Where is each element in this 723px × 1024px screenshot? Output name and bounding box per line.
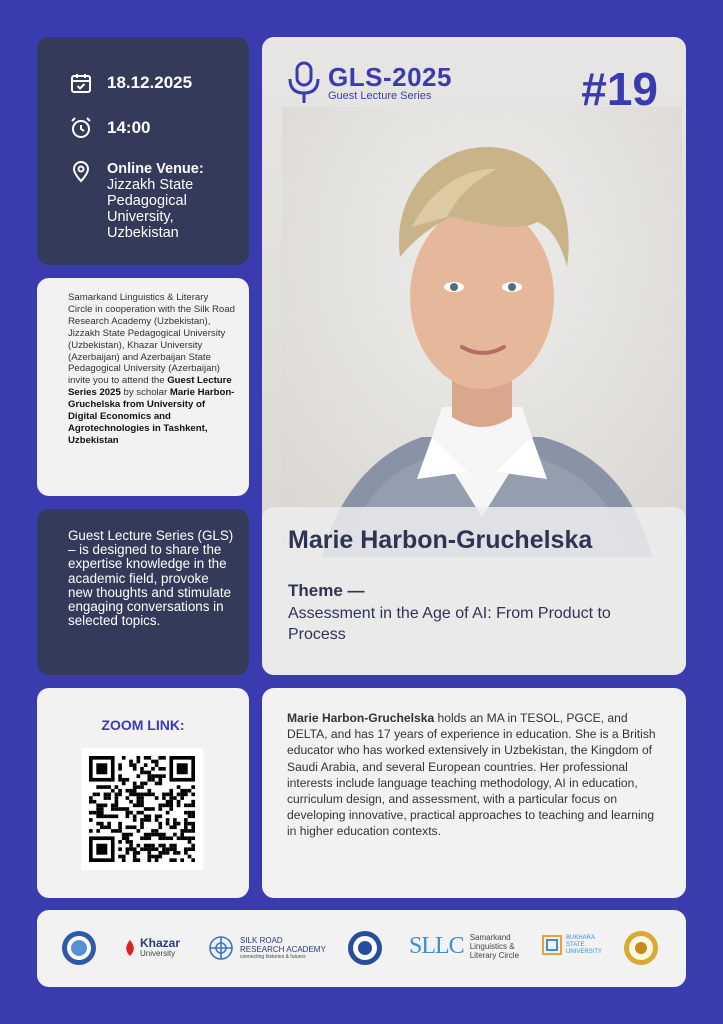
bio-card (262, 688, 686, 898)
sllc-line2: Linguistics & (469, 942, 515, 951)
logo-title: GLS-2025 (328, 62, 452, 92)
zoom-qr-code[interactable] (81, 748, 203, 870)
invitation-speaker: Marie Harbon-Gruchelska from University of Digital Economics and Agrotechnologies in Tashkent, Uzbekistan (68, 387, 235, 446)
invitation-text-part: Samarkand Linguistics & Literary Circle in cooperation with the Silk Road Research Academy (Uzbekistan), Jizzakh State Pedagogical University (Uzbekistan), Khazar University (Azerbaijan) and Azerbaijan State Pedagogical University (Azerbaijan) invite you to attend the (68, 292, 235, 387)
bukhara-line2: STATE (566, 941, 585, 948)
event-time: 14:00 (107, 118, 151, 137)
azerbaijan-pedagogical-seal-icon (347, 930, 383, 966)
calendar-icon (69, 71, 93, 95)
sllc-line3: Literary Circle (469, 951, 520, 960)
bukhara-logo (541, 934, 602, 956)
jizzakh-university-seal-icon (61, 930, 97, 966)
speaker-panel (262, 507, 686, 675)
invitation-text (68, 292, 235, 447)
invitation-card (37, 278, 249, 496)
bukhara-line3: UNIVERSITY (566, 948, 603, 955)
venue-name: Jizzakh State Pedagogical University, Uzbekistan (107, 177, 194, 241)
khazar-sub: University (140, 949, 176, 958)
gls-description: Guest Lecture Series (GLS) – is designed to share the expertise knowledge in the academic field, provoke new thoughts and stimulate engaging conversations in selected topics. (68, 528, 234, 629)
speaker-name: Marie Harbon-Gruchelska (288, 526, 593, 554)
khazar-flame-icon (123, 939, 137, 957)
invitation-text-part: by scholar (120, 387, 170, 399)
time-row (69, 118, 150, 140)
lecture-number: #19 (581, 63, 658, 115)
venue-text (107, 161, 227, 241)
university-gold-seal-icon (623, 930, 659, 966)
bio-text (287, 710, 662, 840)
event-info-card (37, 37, 249, 265)
alarm-clock-icon (69, 116, 93, 140)
microphone-icon (286, 61, 322, 105)
silk-road-emblem-icon (207, 934, 235, 962)
gls-description-card (37, 509, 249, 675)
qr-code-image (89, 756, 195, 862)
date-row (69, 73, 192, 95)
bukhara-emblem-icon (541, 934, 563, 956)
sllc-logo (409, 933, 519, 960)
zoom-label: ZOOM LINK: (101, 717, 185, 733)
hero-card (262, 37, 686, 675)
venue-row (69, 161, 227, 241)
speaker-photo (282, 107, 682, 557)
silk-road-tagline: connecting histories & futures (240, 954, 306, 960)
partners-footer (37, 910, 686, 987)
location-pin-icon (69, 159, 93, 183)
gls-logo (286, 61, 452, 105)
sllc-line1: Samarkand (469, 933, 511, 942)
invitation-series-name: Guest Lecture Series 2025 (68, 375, 232, 399)
logo-subtitle: Guest Lecture Series (328, 90, 432, 102)
bukhara-line1: BUKHARA (566, 934, 596, 941)
silk-road-line1: SILK ROAD (240, 936, 283, 945)
silk-road-line2: RESEARCH ACADEMY (240, 945, 326, 954)
theme-title: Assessment in the Age of AI: From Product to Process (288, 605, 611, 643)
event-date: 18.12.2025 (107, 73, 193, 92)
khazar-logo (123, 937, 180, 958)
venue-label: Online Venue: (107, 161, 204, 177)
sllc-mark: SLLC (409, 933, 464, 959)
bio-body: holds an MA in TESOL, PGCE, and DELTA, and has 17 years of experience in education. She is a British educator who has worked extensively in Uzbekistan, the Kingdom of Saudi Arabia, and several European countries. Her professional interests include language teaching methodology, AI in education, curriculum design, and assessment, with a particular focus on developing innovative, practical approaches to teaching and learning in higher education contexts. (287, 711, 656, 839)
theme-label: Theme — (288, 581, 365, 600)
khazar-name: Khazar (140, 936, 181, 950)
silk-road-logo (207, 934, 326, 962)
bio-name: Marie Harbon-Gruchelska (287, 711, 435, 725)
